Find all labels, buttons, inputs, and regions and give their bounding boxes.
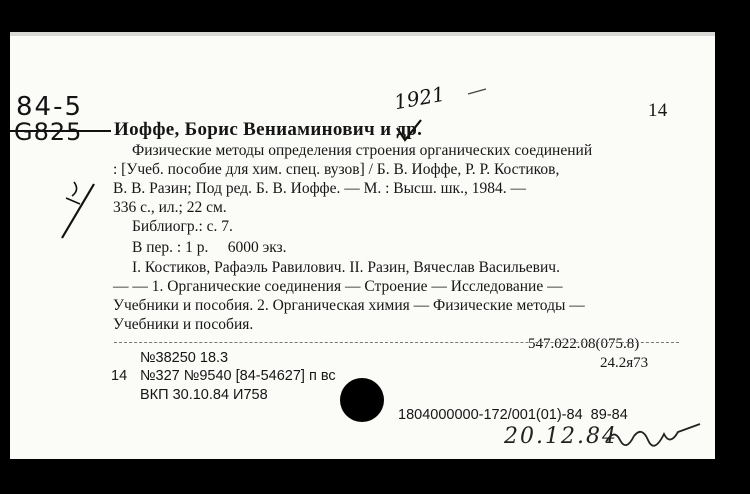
price-circulation: В пер. : 1 р. 6000 экз. — [132, 239, 287, 256]
description-line: 336 с., ил.; 22 см. — [113, 199, 227, 216]
tracings-line: Учебники и пособия. 2. Органическая химия — Физические методы — — [113, 297, 585, 314]
handwritten-year: 1921 — [392, 81, 447, 115]
shelf-mark-bottom: G825 — [14, 118, 83, 146]
record-id-line: №327 №9540 [84-54627] п вс — [140, 368, 336, 384]
record-date-line: ВКП 30.10.84 И758 — [140, 387, 268, 403]
udc-index: 547.022.08(075.8) — [528, 336, 640, 352]
punch-hole — [340, 378, 384, 422]
description-line: В. В. Разин; Под ред. Б. В. Иоффе. — М. : Высш. шк., 1984. — — [113, 180, 526, 197]
dashed-separator — [114, 342, 679, 343]
bibliography-note: Библиогр.: с. 7. — [132, 218, 233, 235]
shelf-mark-top: 84-5 — [16, 92, 84, 122]
card-number: 14 — [648, 100, 668, 121]
description-line: Физические методы определения строения органических соединений — [132, 142, 593, 159]
handwritten-signature — [604, 422, 704, 452]
record-number-line: №38250 18.3 — [140, 350, 229, 366]
catalog-card — [10, 32, 715, 459]
tracings-line: — — 1. Органические соединения — Строение — Исследование — — [113, 278, 563, 295]
author-heading: Иоффе, Борис Вениаминович и др. — [114, 119, 423, 140]
isbn-code: 1804000000-172/001(01)-84 89-84 — [398, 407, 628, 423]
tracings-line: I. Костиков, Рафаэль Равилович. II. Разин, Вячеслав Васильевич. — [132, 259, 560, 276]
margin-pencil-mark — [50, 178, 100, 242]
bbk-index: 24.2я73 — [600, 355, 649, 371]
handwritten-date: 20.12.84 — [504, 424, 618, 449]
description-line: : [Учеб. пособие для хим. спец. вузов] / Б. В. Иоффе, Р. Р. Костиков, — [113, 161, 560, 178]
tracings-line: Учебники и пособия. — [113, 316, 254, 333]
record-prefix: 14 — [111, 368, 128, 384]
pen-tick-mark — [466, 86, 496, 96]
